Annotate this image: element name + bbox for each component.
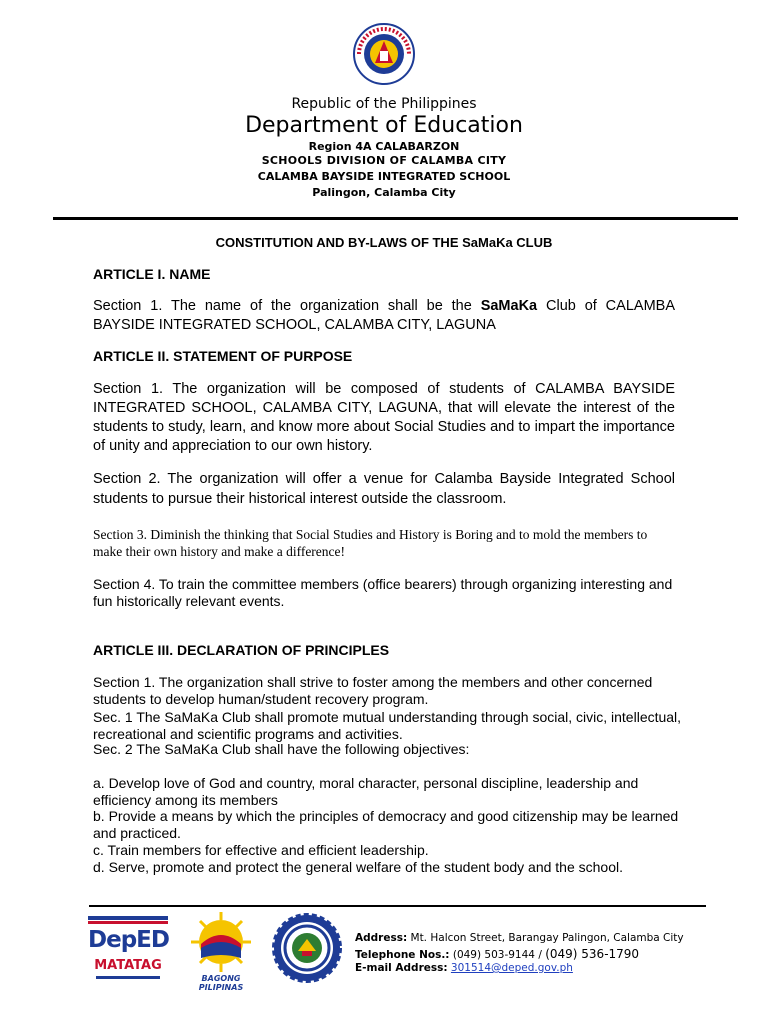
email-label: E-mail Address:	[355, 962, 448, 974]
article3-section1: Section 1. The organization shall strive to foster among the members and other concerned students to develop human/student recovery program.	[93, 674, 653, 707]
article2-section4: Section 4. To train the committee members (office bearers) through organizing interesting and fun historically relevant events.	[93, 576, 673, 609]
club-name-bold: SaMaKa	[480, 298, 538, 314]
article3-heading: ARTICLE III. DECLARATION OF PRINCIPLES	[93, 642, 390, 658]
department-title: Department of Education	[245, 113, 523, 138]
telephone-label: Telephone Nos.:	[355, 949, 450, 961]
article3-sec1: Sec. 1 The SaMaKa Club shall promote mutual understanding through social, civic, intellectual, recreational and scientific programs and activities.	[93, 709, 682, 742]
article1-heading: ARTICLE I. NAME	[93, 266, 211, 282]
matatag-logo-text: MATATAG	[94, 958, 162, 973]
address-label: Address:	[355, 932, 408, 944]
school-gear-logo	[272, 913, 342, 983]
objective-c: c. Train members for effective and efficient leadership.	[93, 842, 429, 858]
article2-section1: Section 1. The organization will be composed of students of CALAMBA BAYSIDE INTEGRATED SCHOOL, CALAMBA CITY, LAGUNA, that will elevate the interest of the students to study, learn, and know more about Social Studies and to impart the importance of unity and appreciation to our own history.	[93, 381, 675, 454]
article2-section3: Section 3. Diminish the thinking that Social Studies and History is Boring and to mold the members to make their own history and make a difference!	[93, 527, 648, 559]
deped-seal-logo	[353, 23, 415, 85]
article1-section1-text-a: Section 1. The name of the organization shall be the	[93, 298, 481, 314]
document-title: CONSTITUTION AND BY-LAWS OF THE SaMaKa CLUB	[215, 235, 553, 250]
division-text: SCHOOLS DIVISION OF CALAMBA CITY	[261, 154, 507, 167]
contact-telephone	[355, 947, 639, 961]
region-text: Region 4A CALABARZON	[308, 140, 460, 153]
school-name: CALAMBA BAYSIDE INTEGRATED SCHOOL	[257, 170, 511, 183]
school-address: Palingon, Calamba City	[312, 186, 456, 199]
article2-heading: ARTICLE II. STATEMENT OF PURPOSE	[93, 348, 353, 364]
article2-section2: Section 2. The organization will offer a venue for Calamba Bayside Integrated School students to pursue their historical interest outside the classroom.	[93, 471, 675, 507]
bagong-pilipinas-logo	[180, 910, 262, 992]
contact-email	[355, 962, 573, 974]
telephone-value-1: (049) 503-9144 /	[449, 949, 546, 961]
article1-section1	[93, 297, 675, 335]
deped-matatag-logo	[88, 916, 168, 982]
republic-text: Republic of the Philippines	[291, 96, 477, 112]
header-divider	[53, 217, 738, 220]
contact-address	[355, 932, 684, 944]
article3-sec2: Sec. 2 The SaMaKa Club shall have the following objectives:	[93, 741, 470, 757]
address-value: Mt. Halcon Street, Barangay Palingon, Calamba City	[407, 932, 684, 944]
deped-logo-text: DepED	[88, 927, 169, 953]
bagong-pilipinas-text: BAGONG PILIPINAS	[198, 974, 244, 992]
objective-a: a. Develop love of God and country, moral character, personal discipline, leadership and efficiency among its members	[93, 775, 639, 808]
telephone-value-2: (049) 536-1790	[545, 947, 640, 961]
objective-d: d. Serve, promote and protect the general welfare of the student body and the school.	[93, 859, 624, 875]
objective-b: b. Provide a means by which the principles of democracy and good citizenship may be learned and practiced.	[93, 808, 679, 841]
footer-divider	[89, 905, 706, 907]
bagong-pilipinas-emblem	[180, 910, 262, 974]
email-link[interactable]: 301514@deped.gov.ph	[450, 962, 573, 974]
article1-section1-text-b: Club of CALAMBA BAYSIDE INTEGRATED SCHOOL, CALAMBA CITY, LAGUNA	[93, 298, 675, 333]
